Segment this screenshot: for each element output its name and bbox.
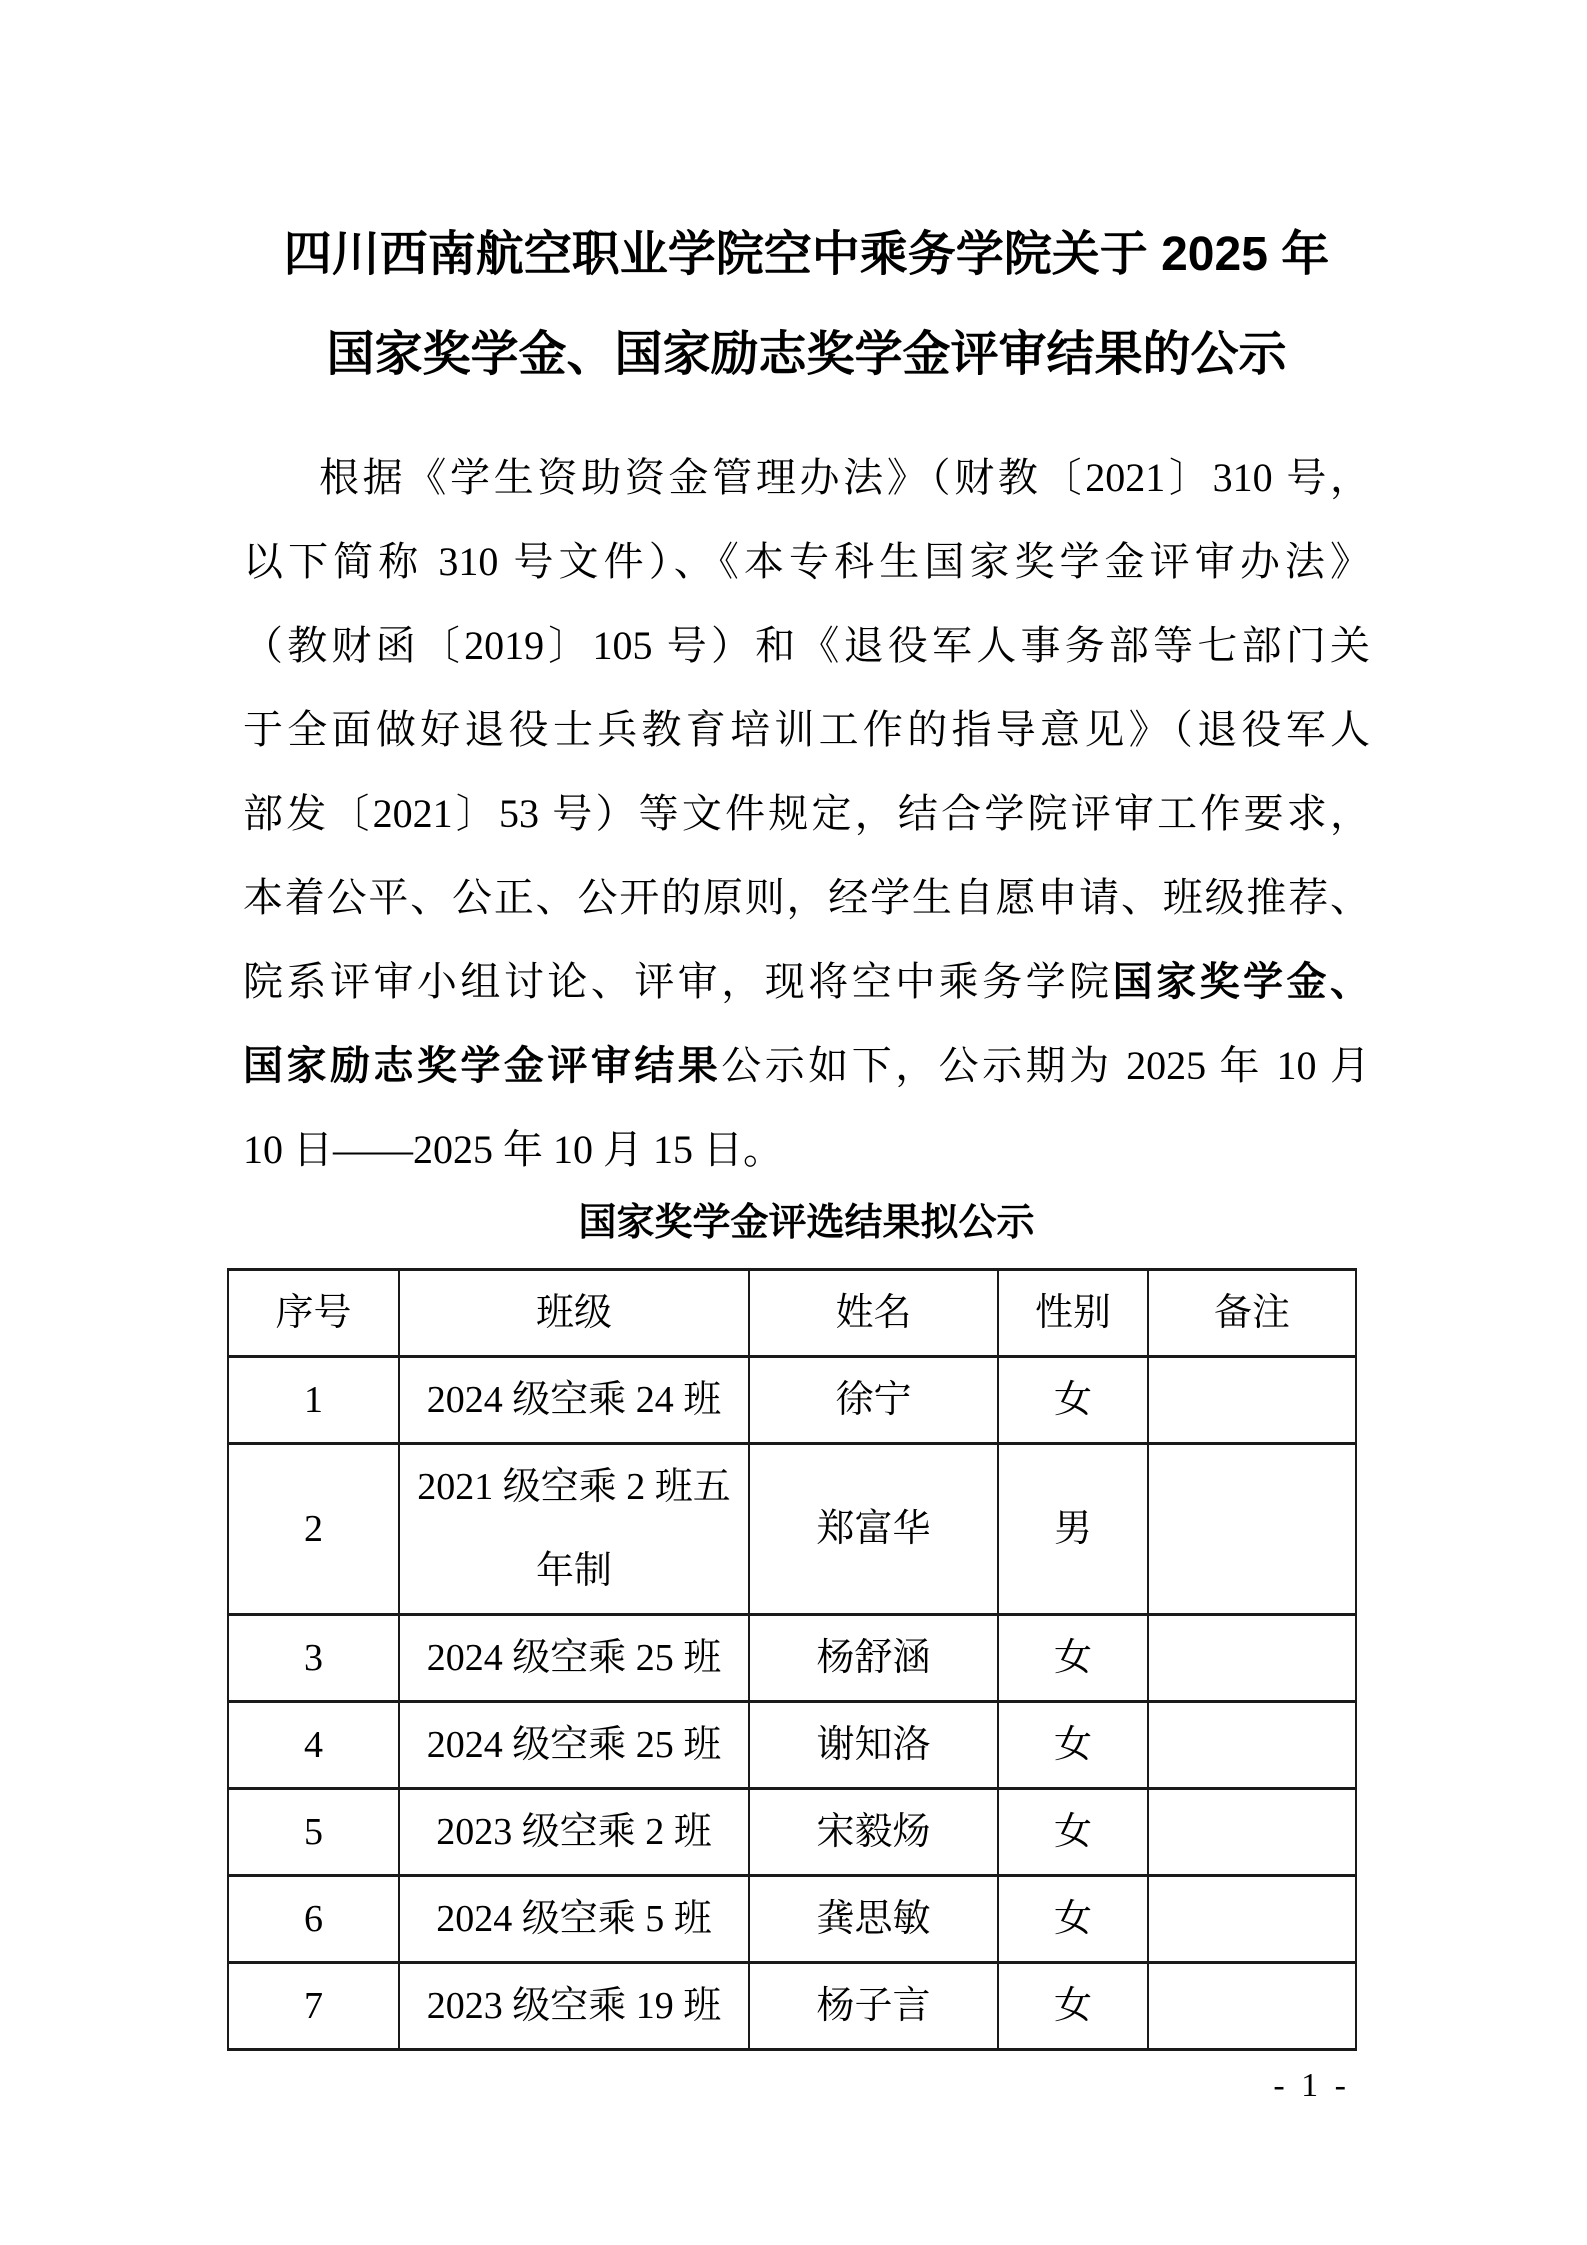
paragraph-text: 部发〔2021〕53 号）等文件规定，结合学院评审工作要求，: [243, 791, 1370, 836]
cell-no: 6: [228, 1876, 399, 1963]
column-header-gender: 性别: [998, 1270, 1148, 1357]
table-row: [228, 1789, 1356, 1876]
cell-name: 杨舒涵: [749, 1615, 998, 1702]
paragraph-text: 于全面做好退役士兵教育培训工作的指导意见》（退役军人: [243, 707, 1370, 752]
paragraph-line: [243, 940, 1370, 1024]
table-row: [228, 1357, 1356, 1444]
document-title: [243, 0, 1370, 405]
table-row: [228, 1876, 1356, 1963]
cell-name: 郑富华: [749, 1444, 998, 1615]
table-row: [228, 1444, 1356, 1615]
document-title-line-2: 国家奖学金、国家励志奖学金评审结果的公示: [326, 328, 1287, 381]
results-table: [227, 1268, 1357, 2051]
paragraph-text: 10 日——2025 年 10 月 15 日。: [243, 1127, 783, 1172]
column-header-class: 班级: [399, 1270, 749, 1357]
column-header-name: 姓名: [749, 1270, 998, 1357]
cell-note: [1148, 1357, 1356, 1444]
page-footer: [243, 2061, 1370, 2111]
cell-gender: 女: [998, 1702, 1148, 1789]
cell-class: 2024 级空乘 25 班: [399, 1615, 749, 1702]
page-number: - 1 -: [1273, 2067, 1350, 2104]
table-row: [228, 1963, 1356, 2050]
paragraph-line: [243, 1024, 1370, 1108]
paragraph-line: [243, 436, 1370, 520]
paragraph-line: [243, 688, 1370, 772]
paragraph-bold-text: 国家奖学金、: [1112, 960, 1371, 1004]
table-header-row: [228, 1270, 1356, 1357]
cell-gender: 女: [998, 1963, 1148, 2050]
cell-note: [1148, 1963, 1356, 2050]
cell-name: 龚思敏: [749, 1876, 998, 1963]
cell-class: 2023 级空乘 2 班: [399, 1789, 749, 1876]
cell-gender: 男: [998, 1444, 1148, 1615]
body-paragraph: [243, 436, 1370, 1192]
table-row: [228, 1702, 1356, 1789]
paragraph-line: [243, 1108, 1370, 1192]
document-title-line-1: 四川西南航空职业学院空中乘务学院关于 2025 年: [283, 228, 1330, 281]
paragraph-line: [243, 604, 1370, 688]
cell-note: [1148, 1444, 1356, 1615]
table-caption: 国家奖学金评选结果拟公示: [578, 1202, 1035, 1244]
table-row: [228, 1615, 1356, 1702]
cell-gender: 女: [998, 1357, 1148, 1444]
cell-no: 1: [228, 1357, 399, 1444]
column-header-note: 备注: [1148, 1270, 1356, 1357]
cell-gender: 女: [998, 1789, 1148, 1876]
paragraph-text: 本着公平、公正、公开的原则，经学生自愿申请、班级推荐、: [243, 875, 1370, 920]
cell-no: 7: [228, 1963, 399, 2050]
paragraph-text: 院系评审小组讨论、评审，现将空中乘务学院: [243, 959, 1113, 1004]
column-header-no: 序号: [228, 1270, 399, 1357]
cell-class: 2021 级空乘 2 班五 年制: [399, 1444, 749, 1615]
cell-name: 宋毅炀: [749, 1789, 998, 1876]
cell-note: [1148, 1702, 1356, 1789]
cell-name: 徐宁: [749, 1357, 998, 1444]
cell-no: 5: [228, 1789, 399, 1876]
cell-no: 4: [228, 1702, 399, 1789]
cell-gender: 女: [998, 1876, 1148, 1963]
cell-class: 2024 级空乘 25 班: [399, 1702, 749, 1789]
paragraph-text: 以下简称 310 号文件）、《本专科生国家奖学金评审办法》: [243, 539, 1370, 584]
paragraph-bold-text: 国家励志奖学金评审结果: [243, 1044, 722, 1088]
paragraph-line: [243, 772, 1370, 856]
cell-note: [1148, 1876, 1356, 1963]
paragraph-line: [243, 856, 1370, 940]
cell-note: [1148, 1615, 1356, 1702]
cell-gender: 女: [998, 1615, 1148, 1702]
paragraph-text: 根据《学生资助资金管理办法》（财教〔2021〕310 号，: [319, 455, 1370, 500]
cell-name: 谢知洛: [749, 1702, 998, 1789]
cell-class: 2023 级空乘 19 班: [399, 1963, 749, 2050]
cell-no: 3: [228, 1615, 399, 1702]
cell-class: 2024 级空乘 24 班: [399, 1357, 749, 1444]
cell-name: 杨子言: [749, 1963, 998, 2050]
paragraph-line: [243, 520, 1370, 604]
cell-no: 2: [228, 1444, 399, 1615]
cell-class: 2024 级空乘 5 班: [399, 1876, 749, 1963]
cell-note: [1148, 1789, 1356, 1876]
paragraph-text: （教财函〔2019〕105 号）和《退役军人事务部等七部门关: [243, 623, 1370, 668]
paragraph-text: 公示如下，公示期为 2025 年 10 月: [721, 1043, 1371, 1088]
